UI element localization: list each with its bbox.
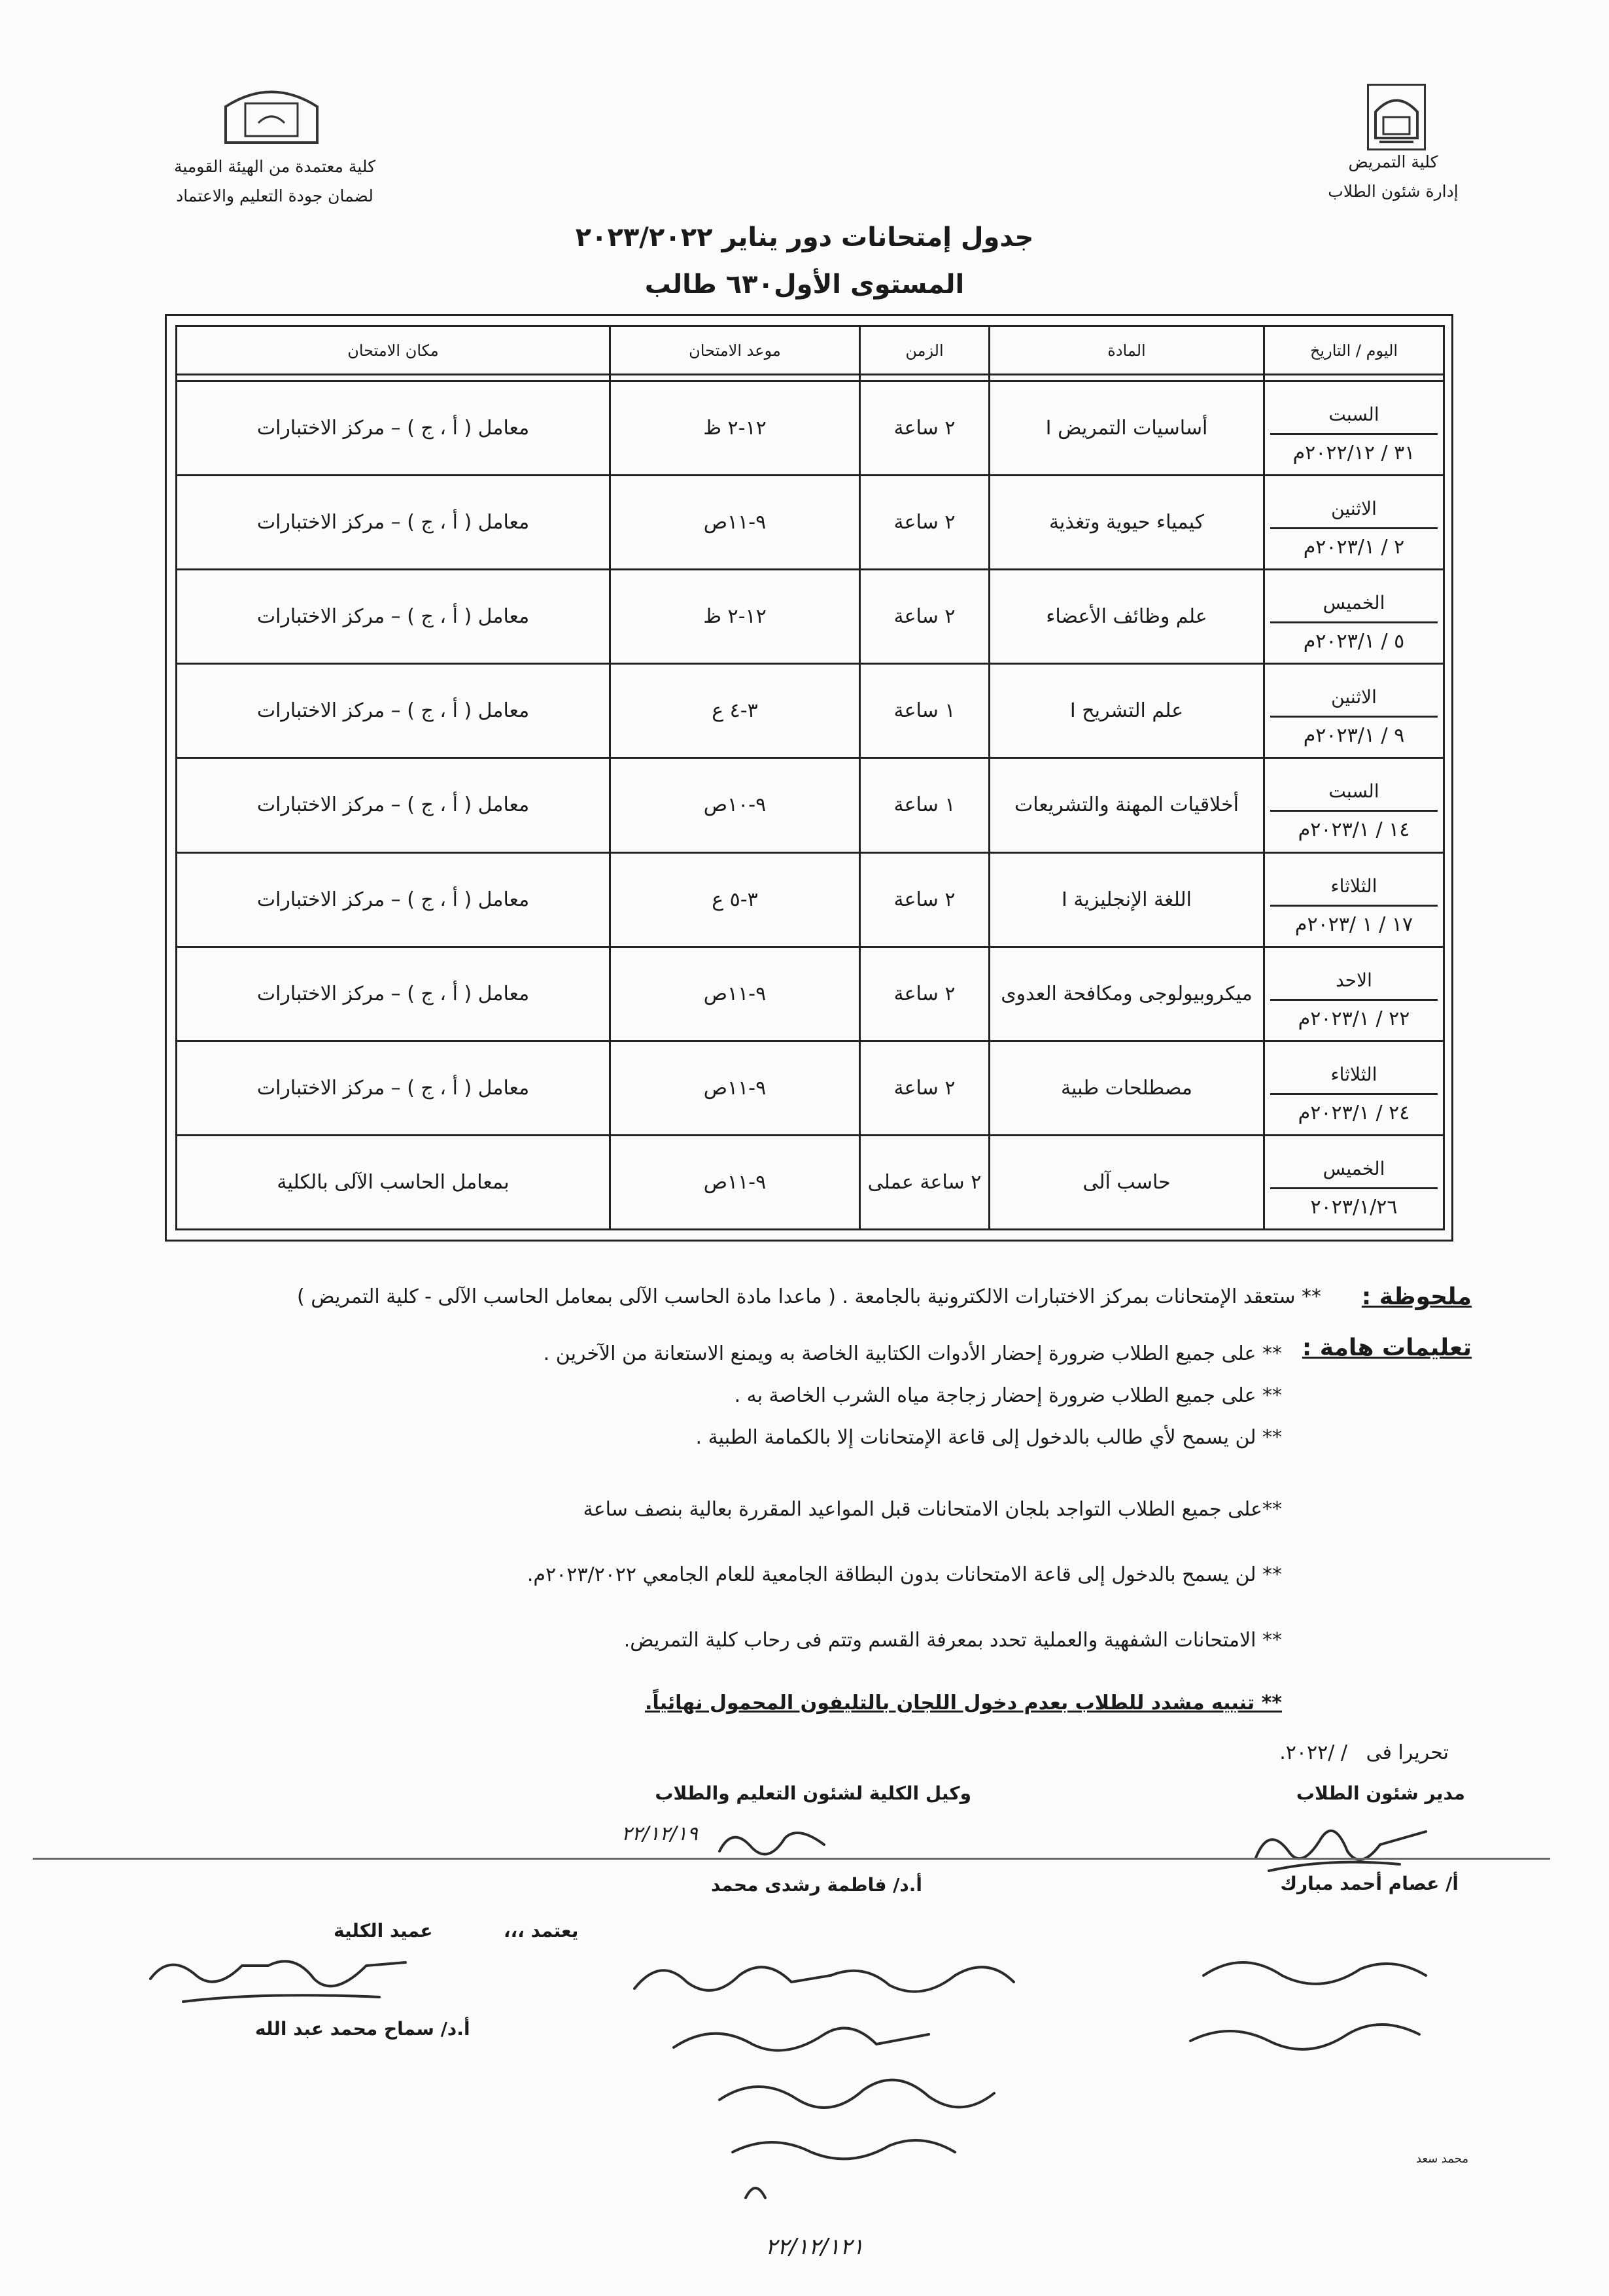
daycell	[1264, 476, 1444, 570]
table-row	[177, 664, 1444, 758]
table-row	[177, 852, 1444, 947]
divider-line	[33, 1858, 1550, 1860]
note-text: ** ستعقد الإمتحانات بمركز الاختبارات الالكترونية بالجامعة . ( ماعدا مادة الحاسب الآلى بمعامل الحاسب الآلى - كلية التمريض )	[296, 1285, 1321, 1308]
header-subject: المادة	[990, 326, 1264, 375]
subject-cell: اللغة الإنجليزية I	[990, 852, 1264, 947]
day-name: الاحد	[1336, 969, 1372, 991]
table-row	[177, 1135, 1444, 1229]
time-cell: ٣-٥ ع	[610, 852, 860, 947]
faculty-logo	[1367, 84, 1426, 150]
exam-date: ٣١ / ٢٠٢٢/١٢م	[1270, 433, 1438, 464]
header-place: مكان الامتحان	[177, 326, 610, 375]
page-subtitle: المستوى الأول٦٣٠ طالب	[644, 270, 965, 300]
daycell	[1264, 1041, 1444, 1135]
day-name: السبت	[1328, 780, 1379, 803]
subject-cell: علم وظائف الأعضاء	[990, 570, 1264, 664]
daycell	[1264, 570, 1444, 664]
dean-name: أ.د/ سماح محمد عبد الله	[255, 2018, 470, 2040]
vice-dean-title: وكيل الكلية لشئون التعليم والطلاب	[655, 1783, 971, 1804]
table-row	[177, 476, 1444, 570]
dean-title: عميد الكلية	[334, 1920, 433, 1941]
duration-cell: ٢ ساعة	[860, 476, 990, 570]
day-name: الثلاثاء	[1330, 875, 1377, 897]
instruction-item: ** على جميع الطلاب ضرورة إحضار زجاجة مياه الشرب الخاصة به .	[734, 1384, 1282, 1407]
subject-cell: أساسيات التمريض I	[990, 381, 1264, 476]
place-cell: معامل ( أ ، ج ) – مركز الاختبارات	[177, 570, 610, 664]
place-cell: معامل ( أ ، ج ) – مركز الاختبارات	[177, 758, 610, 852]
duration-cell: ١ ساعة	[860, 758, 990, 852]
table-row	[177, 381, 1444, 476]
subject-cell: حاسب آلى	[990, 1135, 1264, 1229]
handwritten-signature	[131, 1939, 419, 2018]
header-time: موعد الامتحان	[610, 326, 860, 375]
duration-cell: ٢ ساعة عملى	[860, 1135, 990, 1229]
faculty-name	[1282, 147, 1504, 206]
table-header-row	[177, 326, 1444, 375]
scanner-mark: محمد سعد	[1416, 2152, 1469, 2166]
time-cell: ٩-١١ص	[610, 476, 860, 570]
time-cell: ٣-٤ ع	[610, 664, 860, 758]
duration-cell: ٢ ساعة	[860, 570, 990, 664]
duration-cell: ٢ ساعة	[860, 852, 990, 947]
accreditation-text	[164, 152, 386, 211]
handwritten-bottom-date: ٢٢/١٢/١٢١	[765, 2234, 864, 2260]
time-cell: ٩-١١ص	[610, 1135, 860, 1229]
affairs-manager-title: مدير شئون الطلاب	[1296, 1783, 1465, 1804]
exam-date: ١٧ / ١ /٢٠٢٣م	[1270, 905, 1438, 936]
time-cell: ١٢-٢ ظ	[610, 570, 860, 664]
duration-cell: ٢ ساعة	[860, 1041, 990, 1135]
day-name: الخميس	[1323, 1157, 1385, 1179]
page-title: جدول إمتحانات دور يناير ٢٠٢٣/٢٠٢٢	[575, 222, 1034, 252]
exam-date: ١٤ / ٢٠٢٣/١م	[1270, 810, 1438, 841]
place-cell: معامل ( أ ، ج ) – مركز الاختبارات	[177, 476, 610, 570]
exam-date: ٥ / ٢٠٢٣/١م	[1270, 621, 1438, 653]
day-name: الثلاثاء	[1330, 1063, 1377, 1085]
time-cell: ٩-١١ص	[610, 947, 860, 1041]
instruction-item: ** لن يسمح بالدخول إلى قاعة الامتحانات بدون البطاقة الجامعية للعام الجامعي ٢٠٢٣/٢٠٢٢م.	[527, 1563, 1282, 1586]
duration-cell: ٢ ساعة	[860, 381, 990, 476]
header-left-line-2: لضمان جودة التعليم والاعتماد	[176, 186, 373, 205]
exam-schedule-table	[175, 325, 1445, 1230]
header-day-date: اليوم / التاريخ	[1264, 326, 1444, 375]
handwritten-approval-note	[615, 1936, 1465, 2250]
daycell	[1264, 947, 1444, 1041]
faculty-logo-icon	[1369, 86, 1424, 148]
daycell	[1264, 852, 1444, 947]
place-cell: معامل ( أ ، ج ) – مركز الاختبارات	[177, 852, 610, 947]
approve-label: يعتمد ،،،	[504, 1920, 579, 1941]
vice-dean-name: أ.د/ فاطمة رشدى محمد	[711, 1874, 922, 1896]
day-name: الخميس	[1323, 592, 1385, 614]
exam-date: ٢٤ / ٢٠٢٣/١م	[1270, 1093, 1438, 1124]
instruction-item: ** على جميع الطلاب ضرورة إحضار الأدوات الكتابية الخاصة به ويمنع الاستعانة من الآخرين .	[543, 1342, 1282, 1365]
instruction-item: ** لن يسمح لأي طالب بالدخول إلى قاعة الإمتحانات إلا بالكمامة الطبية .	[695, 1426, 1282, 1449]
accreditation-logo	[222, 77, 320, 149]
exam-date: ٢٢ / ٢٠٢٣/١م	[1270, 999, 1438, 1030]
note-label: ملحوظة :	[1361, 1283, 1472, 1310]
header-left-line-1: كلية معتمدة من الهيئة القومية	[173, 157, 376, 176]
time-cell: ٩-١١ص	[610, 1041, 860, 1135]
subject-cell: كيمياء حيوية وتغذية	[990, 476, 1264, 570]
subject-cell: أخلاقيات المهنة والتشريعات	[990, 758, 1264, 852]
subject-cell: ميكروبيولوجى ومكافحة العدوى	[990, 947, 1264, 1041]
day-name: الاثنين	[1331, 686, 1377, 708]
exam-date: ٩ / ٢٠٢٣/١م	[1270, 716, 1438, 747]
instructions-label: تعليمات هامة :	[1302, 1334, 1472, 1361]
day-name: السبت	[1328, 404, 1379, 426]
subject-cell: مصطلحات طبية	[990, 1041, 1264, 1135]
time-cell: ١٢-٢ ظ	[610, 381, 860, 476]
place-cell: معامل ( أ ، ج ) – مركز الاختبارات	[177, 381, 610, 476]
table-row	[177, 947, 1444, 1041]
instruction-item: ** الامتحانات الشفهية والعملية تحدد بمعرفة القسم وتتم فى رحاب كلية التمريض.	[623, 1629, 1282, 1652]
daycell	[1264, 758, 1444, 852]
daycell	[1264, 1135, 1444, 1229]
duration-cell: ١ ساعة	[860, 664, 990, 758]
subject-cell: علم التشريح I	[990, 664, 1264, 758]
duration-cell: ٢ ساعة	[860, 947, 990, 1041]
exam-date: ٢٠٢٣/١/٢٦	[1270, 1187, 1438, 1219]
exam-date: ٢ / ٢٠٢٣/١م	[1270, 527, 1438, 559]
place-cell: معامل ( أ ، ج ) – مركز الاختبارات	[177, 664, 610, 758]
time-cell: ٩-١٠ص	[610, 758, 860, 852]
instruction-warning: ** تنبيه مشدد للطلاب بعدم دخول اللجان بالتليفون المحمول نهائياً.	[645, 1692, 1282, 1714]
place-cell: معامل ( أ ، ج ) – مركز الاختبارات	[177, 947, 610, 1041]
place-cell: بمعامل الحاسب الآلى بالكلية	[177, 1135, 610, 1229]
daycell	[1264, 381, 1444, 476]
written-at-label: تحريرا فى	[1366, 1741, 1449, 1764]
header-right-line-2: إدارة شئون الطلاب	[1328, 182, 1459, 201]
daycell	[1264, 664, 1444, 758]
handwritten-signature	[706, 1812, 850, 1871]
header-right-line-1: كلية التمريض	[1348, 152, 1438, 171]
place-cell: معامل ( أ ، ج ) – مركز الاختبارات	[177, 1041, 610, 1135]
handwritten-date: ٢٢/١٢/١٩	[621, 1822, 698, 1845]
instruction-item: **على جميع الطلاب التواجد بلجان الامتحانات قبل المواعيد المقررة بعالية بنصف ساعة	[583, 1498, 1282, 1521]
day-name: الاثنين	[1331, 498, 1377, 520]
written-at-date: / /٢٠٢٢.	[1279, 1741, 1347, 1764]
header-duration: الزمن	[860, 326, 990, 375]
table-row	[177, 758, 1444, 852]
affairs-manager-name: أ/ عصام أحمد مبارك	[1280, 1873, 1459, 1894]
table-row	[177, 570, 1444, 664]
accreditation-logo-icon	[222, 77, 320, 149]
table-row	[177, 1041, 1444, 1135]
